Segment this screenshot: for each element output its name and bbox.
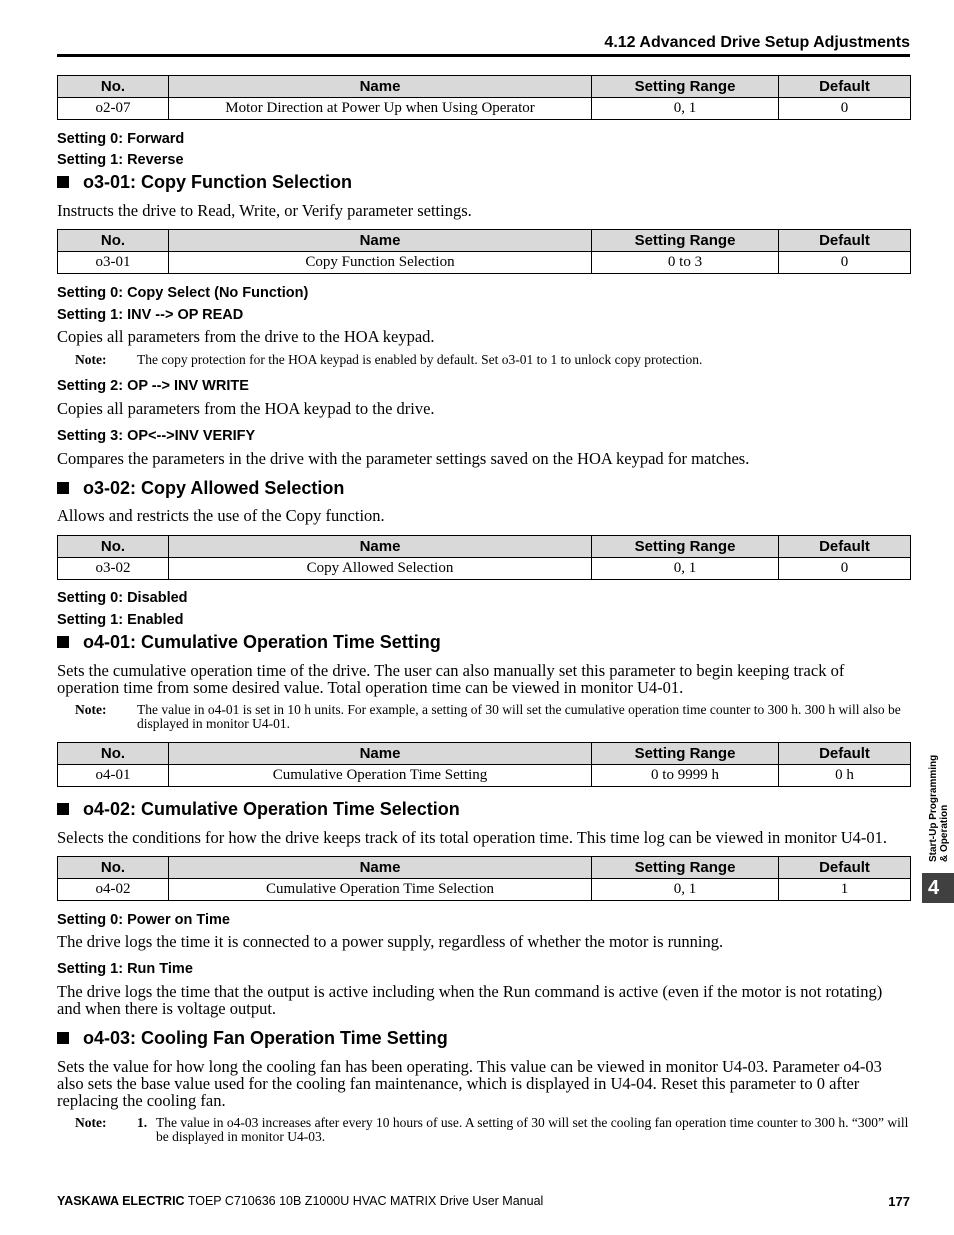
setting-label: Setting 0: Power on Time <box>57 912 230 928</box>
bullet-square-icon <box>57 176 69 188</box>
setting-label: Setting 1: INV --> OP READ <box>57 307 244 323</box>
chapter-tab: 4 <box>922 873 954 903</box>
col-header-no: No. <box>58 76 169 98</box>
note <box>75 703 910 733</box>
footer-brand: YASKAWA ELECTRIC <box>57 1194 185 1208</box>
col-header-name: Name <box>169 743 592 765</box>
cell-name: Copy Function Selection <box>169 252 592 274</box>
footer <box>57 1194 543 1208</box>
section-title: o3-01: Copy Function Selection <box>83 172 353 192</box>
cell-default: 0 <box>779 558 911 580</box>
setting-label: Setting 3: OP<-->INV VERIFY <box>57 428 256 444</box>
note <box>75 1116 910 1146</box>
paragraph: Instructs the drive to Read, Write, or Verify parameter settings. <box>57 201 472 220</box>
col-header-default: Default <box>779 536 911 558</box>
setting-label: Setting 0: Copy Select (No Function) <box>57 285 309 301</box>
col-header-range: Setting Range <box>592 76 779 98</box>
col-header-default: Default <box>779 76 911 98</box>
paragraph: Sets the value for how long the cooling fan has been operating. This value can be viewed in monitor U4-03. Parameter o4-03 also sets the base value used for the cooling fan maintenance, which is displayed in U4-04. Reset this parameter to 0 after replacing the cooling fan. <box>57 1057 882 1110</box>
setting-label: Setting 1: Run Time <box>57 961 193 977</box>
side-label-line1: Start-Up Programming <box>928 754 939 862</box>
cell-default: 0 <box>779 98 911 120</box>
section-title: o4-02: Cumulative Operation Time Selection <box>83 799 460 819</box>
section-heading-o4-01 <box>57 632 441 653</box>
cell-no: o3-02 <box>58 558 169 580</box>
table-header-row <box>58 230 911 252</box>
cell-range: 0 to 3 <box>592 252 779 274</box>
col-header-name: Name <box>169 230 592 252</box>
cell-default: 1 <box>779 879 911 901</box>
col-header-no: No. <box>58 743 169 765</box>
col-header-default: Default <box>779 743 911 765</box>
bullet-square-icon <box>57 803 69 815</box>
col-header-name: Name <box>169 536 592 558</box>
setting-label: Setting 0: Disabled <box>57 590 188 606</box>
col-header-range: Setting Range <box>592 230 779 252</box>
setting-label: Setting 1: Enabled <box>57 612 184 628</box>
table-header-row <box>58 76 911 98</box>
col-header-no: No. <box>58 857 169 879</box>
table-row <box>58 879 911 901</box>
setting-label: Setting 1: Reverse <box>57 152 184 168</box>
cell-no: o4-02 <box>58 879 169 901</box>
section-heading-o3-01 <box>57 172 352 193</box>
cell-range: 0, 1 <box>592 558 779 580</box>
param-table-o3-02 <box>57 535 911 580</box>
page-number: 177 <box>888 1194 910 1209</box>
table-header-row <box>58 536 911 558</box>
note <box>75 353 910 369</box>
paragraph: Copies all parameters from the drive to the HOA keypad. <box>57 327 435 346</box>
param-table-o3-01 <box>57 229 911 274</box>
param-table-o4-02 <box>57 856 911 901</box>
footer-doc: TOEP C710636 10B Z1000U HVAC MATRIX Drive User Manual <box>184 1194 544 1208</box>
col-header-no: No. <box>58 536 169 558</box>
table-row <box>58 765 911 787</box>
col-header-default: Default <box>779 857 911 879</box>
cell-default: 0 <box>779 252 911 274</box>
paragraph: Sets the cumulative operation time of the drive. The user can also manually set this parameter to begin keeping track of operation time from some desired value. Total operation time can be viewed in monitor U4-01. <box>57 661 845 697</box>
section-title: o4-01: Cumulative Operation Time Setting <box>83 632 441 652</box>
cell-no: o2-07 <box>58 98 169 120</box>
cell-range: 0, 1 <box>592 98 779 120</box>
cell-no: o4-01 <box>58 765 169 787</box>
paragraph: Compares the parameters in the drive with the parameter settings saved on the HOA keypad for matches. <box>57 449 750 468</box>
bullet-square-icon <box>57 636 69 648</box>
param-table-o2-07 <box>57 75 911 120</box>
col-header-range: Setting Range <box>592 857 779 879</box>
cell-name: Cumulative Operation Time Setting <box>169 765 592 787</box>
cell-name: Copy Allowed Selection <box>169 558 592 580</box>
paragraph: Selects the conditions for how the drive keeps track of its total operation time. This time log can be viewed in monitor U4-01. <box>57 828 888 847</box>
note-label: Note: <box>75 702 107 717</box>
table-row <box>58 558 911 580</box>
header-rule <box>57 54 910 57</box>
col-header-range: Setting Range <box>592 743 779 765</box>
section-title: o3-02: Copy Allowed Selection <box>83 478 345 498</box>
section-heading-o3-02 <box>57 478 344 499</box>
section-heading-o4-03 <box>57 1028 448 1049</box>
table-header-row <box>58 743 911 765</box>
chapter-side-label <box>928 755 950 862</box>
col-header-default: Default <box>779 230 911 252</box>
side-label-line2: & Operation <box>939 804 950 862</box>
cell-name: Cumulative Operation Time Selection <box>169 879 592 901</box>
paragraph: Allows and restricts the use of the Copy function. <box>57 506 385 525</box>
col-header-range: Setting Range <box>592 536 779 558</box>
note-number: 1. <box>137 1115 148 1130</box>
note-text: The value in o4-03 increases after every 10 hours of use. A setting of 30 will set the cooling fan operation time counter to 300 h. “300” will be displayed in monitor U4-03. <box>156 1115 909 1144</box>
paragraph: The drive logs the time it is connected to a power supply, regardless of whether the motor is running. <box>57 932 724 951</box>
col-header-no: No. <box>58 230 169 252</box>
table-row <box>58 98 911 120</box>
note-label: Note: <box>75 1115 107 1130</box>
col-header-name: Name <box>169 857 592 879</box>
cell-range: 0, 1 <box>592 879 779 901</box>
paragraph: Copies all parameters from the HOA keypad to the drive. <box>57 399 435 418</box>
setting-label: Setting 2: OP --> INV WRITE <box>57 378 249 394</box>
note-text: The copy protection for the HOA keypad is enabled by default. Set o3-01 to 1 to unlock copy protection. <box>137 352 703 367</box>
page-header-title: 4.12 Advanced Drive Setup Adjustments <box>604 34 910 51</box>
param-table-o4-01 <box>57 742 911 787</box>
table-header-row <box>58 857 911 879</box>
col-header-name: Name <box>169 76 592 98</box>
bullet-square-icon <box>57 1032 69 1044</box>
section-title: o4-03: Cooling Fan Operation Time Setting <box>83 1028 448 1048</box>
cell-range: 0 to 9999 h <box>592 765 779 787</box>
cell-default: 0 h <box>779 765 911 787</box>
bullet-square-icon <box>57 482 69 494</box>
paragraph: The drive logs the time that the output is active including when the Run command is active (even if the motor is not rotating) and when there is voltage output. <box>57 982 883 1018</box>
section-heading-o4-02 <box>57 799 460 820</box>
note-label: Note: <box>75 352 107 367</box>
note-text: The value in o4-01 is set in 10 h units. For example, a setting of 30 will set the cumulative operation time counter to 300 h. 300 h will also be displayed in monitor U4-01. <box>137 702 901 731</box>
cell-no: o3-01 <box>58 252 169 274</box>
cell-name: Motor Direction at Power Up when Using Operator <box>169 98 592 120</box>
table-row <box>58 252 911 274</box>
setting-label: Setting 0: Forward <box>57 131 185 147</box>
